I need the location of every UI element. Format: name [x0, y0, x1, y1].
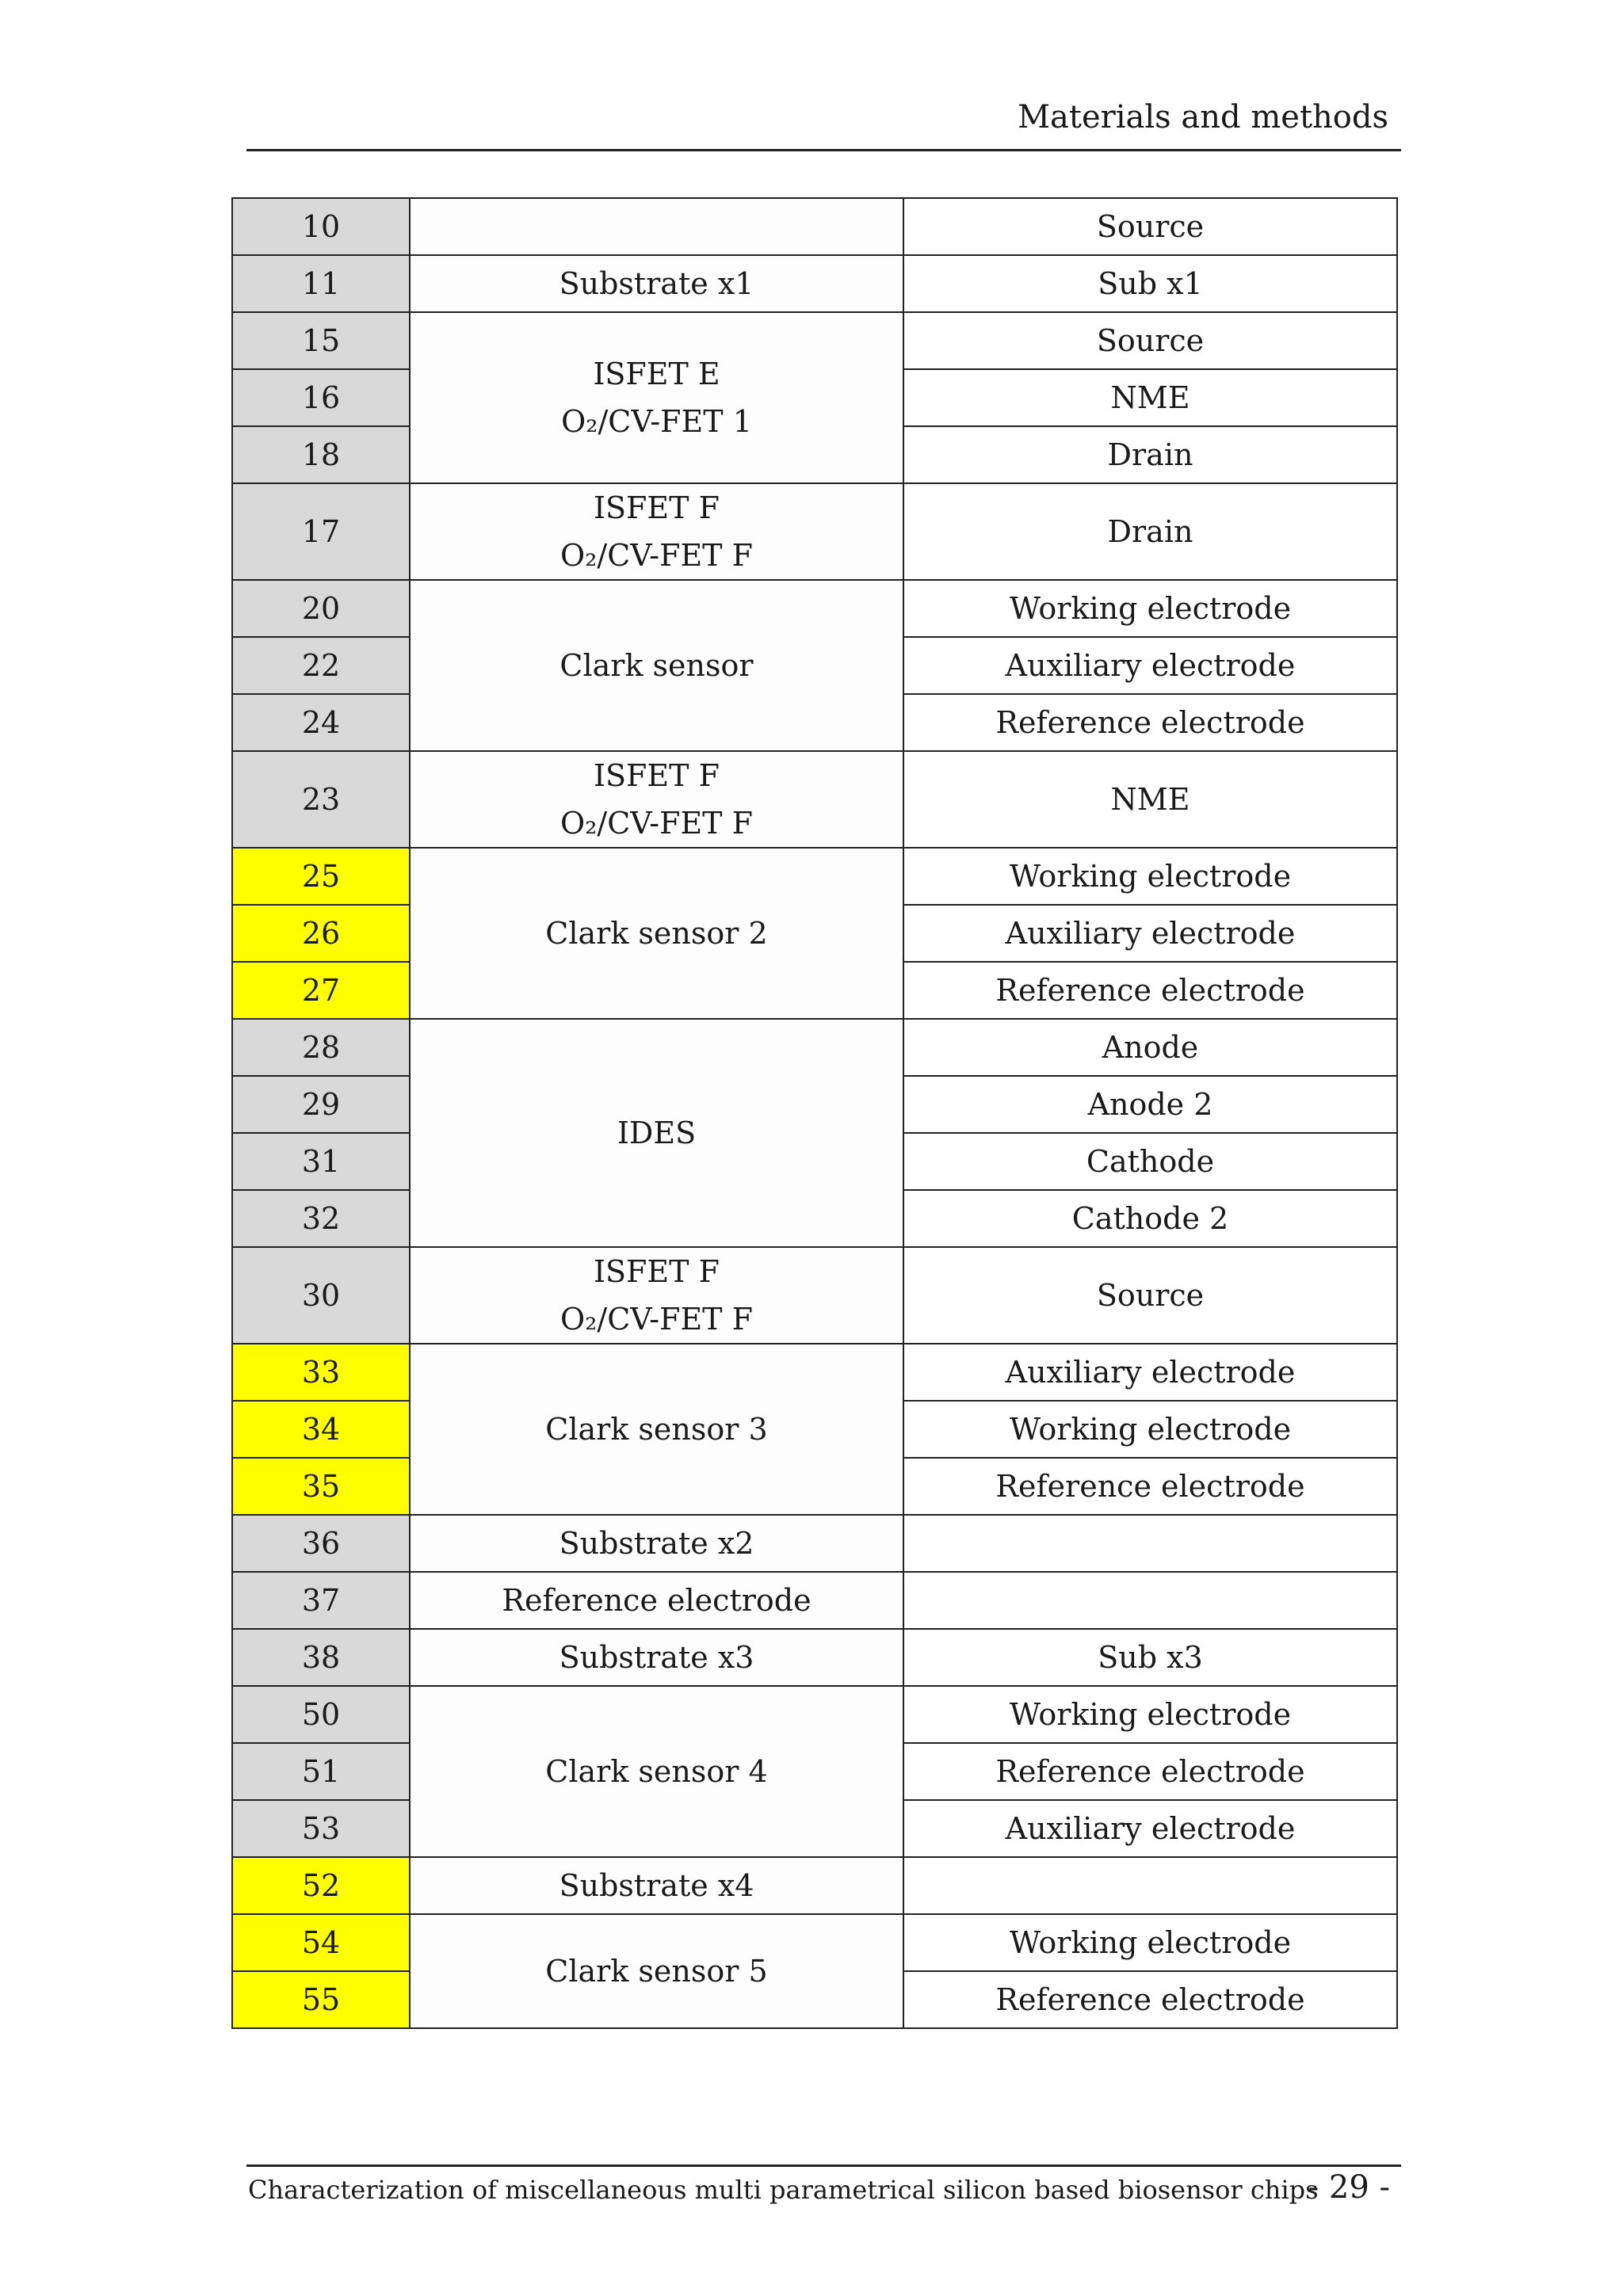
table-row [232, 1344, 1397, 1401]
pin-number: 31 [232, 1133, 410, 1190]
pin-number: 34 [232, 1401, 410, 1458]
terminal-cell: Sub x1 [903, 255, 1397, 312]
terminal-cell: Working electrode [903, 580, 1397, 637]
component-cell: Clark sensor [410, 580, 903, 751]
terminal-cell: NME [903, 369, 1397, 426]
pin-number: 54 [232, 1914, 410, 1971]
pin-number: 37 [232, 1572, 410, 1629]
page-footer [246, 2164, 1401, 2214]
component-cell: Clark sensor 5 [410, 1914, 903, 2028]
terminal-cell: Auxiliary electrode [903, 637, 1397, 694]
pin-number: 10 [232, 198, 410, 255]
component-cell: Substrate x3 [410, 1629, 903, 1686]
pin-number: 24 [232, 694, 410, 751]
footer-title: Characterization of miscellaneous multi parametrical silicon based biosensor chips [248, 2175, 1319, 2205]
pin-number: 15 [232, 312, 410, 369]
table-row [232, 1019, 1397, 1076]
pin-number: 30 [232, 1247, 410, 1344]
pin-number: 18 [232, 426, 410, 483]
component-cell [410, 198, 903, 255]
page-number: - 29 - [1308, 2169, 1390, 2206]
pin-number: 36 [232, 1515, 410, 1572]
component-cell: Substrate x4 [410, 1857, 903, 1914]
terminal-cell: Drain [903, 426, 1397, 483]
pin-number: 16 [232, 369, 410, 426]
table-row [232, 580, 1397, 637]
table-row [232, 1515, 1397, 1572]
pin-number: 53 [232, 1800, 410, 1857]
section-title: Materials and methods [1018, 99, 1388, 135]
terminal-cell: Working electrode [903, 848, 1397, 905]
terminal-cell: Cathode 2 [903, 1190, 1397, 1247]
table-row [232, 1572, 1397, 1629]
component-cell [410, 483, 903, 580]
pin-assignment-table [231, 197, 1398, 2029]
terminal-cell [903, 1515, 1397, 1572]
terminal-cell: Drain [903, 483, 1397, 580]
component-cell: Clark sensor 2 [410, 848, 903, 1019]
component-cell [410, 312, 903, 483]
terminal-cell: Cathode [903, 1133, 1397, 1190]
table-row [232, 483, 1397, 580]
pin-number: 35 [232, 1458, 410, 1515]
component-name: ISFET F [594, 490, 720, 525]
component-cell: Substrate x2 [410, 1515, 903, 1572]
terminal-cell: Source [903, 198, 1397, 255]
terminal-cell: NME [903, 751, 1397, 848]
table-row [232, 198, 1397, 255]
terminal-cell: Working electrode [903, 1401, 1397, 1458]
pin-number: 55 [232, 1971, 410, 2028]
component-cell [410, 1247, 903, 1344]
table-row [232, 751, 1397, 848]
component-name: ISFET F [594, 758, 720, 793]
pin-number: 29 [232, 1076, 410, 1133]
terminal-cell: Source [903, 1247, 1397, 1344]
terminal-cell: Reference electrode [903, 694, 1397, 751]
component-name: ISFET E [593, 357, 720, 391]
pin-number: 17 [232, 483, 410, 580]
table-row [232, 1857, 1397, 1914]
pin-number: 32 [232, 1190, 410, 1247]
pin-number: 33 [232, 1344, 410, 1401]
pin-number: 23 [232, 751, 410, 848]
terminal-cell: Auxiliary electrode [903, 905, 1397, 962]
terminal-cell: Anode 2 [903, 1076, 1397, 1133]
component-subname: O₂/CV-FET F [560, 1302, 753, 1337]
component-cell [410, 751, 903, 848]
component-subname: O₂/CV-FET 1 [561, 404, 752, 439]
terminal-cell: Source [903, 312, 1397, 369]
pin-number: 38 [232, 1629, 410, 1686]
terminal-cell: Reference electrode [903, 1743, 1397, 1800]
component-cell: IDES [410, 1019, 903, 1247]
table-row [232, 1629, 1397, 1686]
pin-number: 27 [232, 962, 410, 1019]
table-row [232, 1914, 1397, 1971]
terminal-cell [903, 1572, 1397, 1629]
component-subname: O₂/CV-FET F [560, 806, 753, 841]
terminal-cell [903, 1857, 1397, 1914]
terminal-cell: Working electrode [903, 1686, 1397, 1743]
pin-number: 51 [232, 1743, 410, 1800]
table-row [232, 1686, 1397, 1743]
terminal-cell: Auxiliary electrode [903, 1344, 1397, 1401]
component-cell: Reference electrode [410, 1572, 903, 1629]
component-subname: O₂/CV-FET F [560, 538, 753, 573]
terminal-cell: Anode [903, 1019, 1397, 1076]
component-cell: Substrate x1 [410, 255, 903, 312]
page-header [246, 93, 1401, 151]
component-name: ISFET F [594, 1254, 720, 1289]
pin-number: 25 [232, 848, 410, 905]
pin-number: 52 [232, 1857, 410, 1914]
pin-number: 20 [232, 580, 410, 637]
terminal-cell: Auxiliary electrode [903, 1800, 1397, 1857]
terminal-cell: Reference electrode [903, 1458, 1397, 1515]
component-cell: Clark sensor 4 [410, 1686, 903, 1857]
pin-number: 28 [232, 1019, 410, 1076]
pin-number: 50 [232, 1686, 410, 1743]
pin-number: 22 [232, 637, 410, 694]
table-row [232, 1247, 1397, 1344]
table-row [232, 255, 1397, 312]
component-cell: Clark sensor 3 [410, 1344, 903, 1515]
terminal-cell: Working electrode [903, 1914, 1397, 1971]
terminal-cell: Sub x3 [903, 1629, 1397, 1686]
terminal-cell: Reference electrode [903, 1971, 1397, 2028]
terminal-cell: Reference electrode [903, 962, 1397, 1019]
pin-number: 26 [232, 905, 410, 962]
table-row [232, 312, 1397, 369]
table-row [232, 848, 1397, 905]
pin-number: 11 [232, 255, 410, 312]
